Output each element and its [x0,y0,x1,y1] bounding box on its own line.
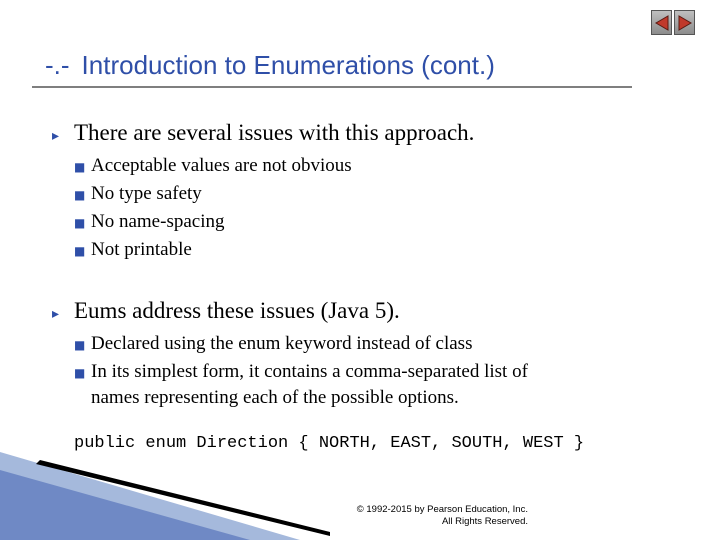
code-snippet: public enum Direction { NORTH, EAST, SOUTH, WEST } [74,434,585,453]
bullet-marker-icon: ▸ [52,128,60,144]
sub-bullet-text: In its simplest form, it contains a comma-separated list of [91,361,528,382]
slide-title [45,50,495,81]
title-divider [32,86,632,88]
bullet-item [52,120,474,146]
square-bullet-icon: ■ [74,366,86,380]
prev-slide-button[interactable] [651,10,672,35]
square-bullet-icon: ■ [74,338,86,352]
copyright-line1: © 1992-2015 by Pearson Education, Inc. [356,504,528,515]
sub-bullet-item [74,384,459,411]
next-slide-button[interactable] [674,10,695,35]
sub-bullet-text: Not printable [91,239,192,260]
sub-bullet-text: No name-spacing [91,211,225,232]
square-bullet-icon: ■ [74,160,86,174]
decorative-wedge [0,452,340,540]
bullet-marker-icon: ▸ [52,306,60,322]
copyright-line2: All Rights Reserved. [441,516,528,527]
sub-bullet-item [74,180,202,207]
sub-bullet-text: Declared using the enum keyword instead of class [91,333,473,354]
sub-bullet-item [74,152,352,179]
sub-bullet-item [74,330,472,357]
bullet-text: There are several issues with this approach. [74,120,475,145]
arrow-right-icon [678,15,692,31]
sub-bullet-text: Acceptable values are not obvious [91,155,352,176]
arrow-left-icon [655,15,669,31]
bullet-item [52,298,400,324]
sub-bullet-continuation: names representing each of the possible options. [91,387,459,408]
sub-bullet-item [74,236,192,263]
square-bullet-icon: ■ [74,188,86,202]
sub-bullet-item [74,358,528,385]
sub-bullet-text: No type safety [91,183,202,204]
title-text: Introduction to Enumerations (cont.) [81,50,495,80]
title-prefix: -.- [45,50,70,80]
copyright-notice [324,504,528,528]
bullet-text: Eums address these issues (Java 5). [74,298,400,323]
square-bullet-icon: ■ [74,216,86,230]
slide-nav [651,10,695,35]
square-bullet-icon: ■ [74,244,86,258]
sub-bullet-item [74,208,224,235]
